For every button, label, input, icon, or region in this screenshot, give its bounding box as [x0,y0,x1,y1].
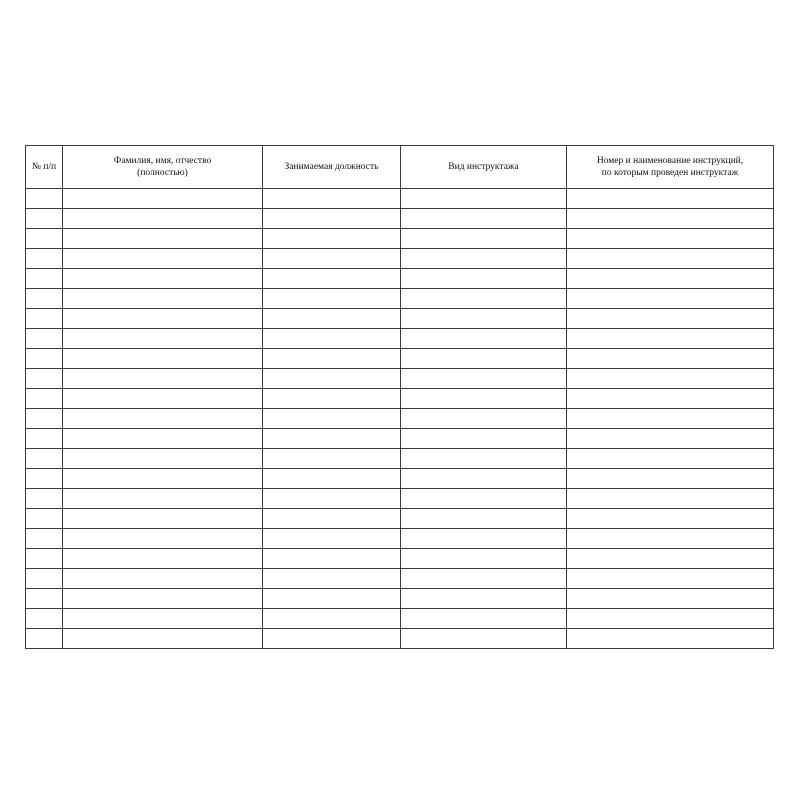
table-row [26,449,774,469]
cell-instructions [567,509,774,529]
cell-number [26,309,63,329]
cell-number [26,529,63,549]
cell-number [26,209,63,229]
cell-instructions [567,569,774,589]
cell-number [26,229,63,249]
table-row [26,229,774,249]
cell-instructions [567,629,774,649]
column-header-briefing-type: Вид инструктажа [401,146,567,189]
table-row [26,429,774,449]
cell-number [26,449,63,469]
cell-briefing-type [401,209,567,229]
cell-briefing-type [401,309,567,329]
cell-full-name [63,509,263,529]
table-row [26,369,774,389]
cell-full-name [63,469,263,489]
cell-instructions [567,589,774,609]
cell-instructions [567,349,774,369]
cell-number [26,549,63,569]
cell-position [263,209,401,229]
table-row [26,489,774,509]
table-row [26,609,774,629]
cell-full-name [63,229,263,249]
cell-briefing-type [401,449,567,469]
cell-briefing-type [401,409,567,429]
cell-number [26,509,63,529]
cell-position [263,229,401,249]
cell-full-name [63,529,263,549]
table-row [26,189,774,209]
cell-instructions [567,309,774,329]
table-row [26,509,774,529]
cell-number [26,329,63,349]
cell-position [263,549,401,569]
cell-position [263,409,401,429]
cell-instructions [567,469,774,489]
cell-full-name [63,429,263,449]
table-row [26,569,774,589]
cell-number [26,569,63,589]
cell-instructions [567,429,774,449]
cell-number [26,189,63,209]
column-header-instructions: Номер и наименование инструкций, по которым проведен инструктаж [567,146,774,189]
cell-full-name [63,389,263,409]
cell-number [26,249,63,269]
cell-number [26,349,63,369]
cell-number [26,469,63,489]
cell-full-name [63,269,263,289]
table-header-row [26,146,774,189]
cell-position [263,509,401,529]
cell-position [263,469,401,489]
cell-full-name [63,629,263,649]
cell-number [26,369,63,389]
cell-full-name [63,369,263,389]
table-row [26,329,774,349]
cell-number [26,429,63,449]
cell-instructions [567,389,774,409]
table-row [26,269,774,289]
cell-briefing-type [401,609,567,629]
cell-full-name [63,289,263,309]
column-header-number: № п/п [26,146,63,189]
cell-full-name [63,329,263,349]
cell-briefing-type [401,629,567,649]
cell-full-name [63,349,263,369]
table-row [26,209,774,229]
cell-position [263,629,401,649]
column-header-position: Занимаемая должность [263,146,401,189]
cell-briefing-type [401,229,567,249]
cell-position [263,289,401,309]
cell-full-name [63,189,263,209]
cell-position [263,269,401,289]
cell-instructions [567,269,774,289]
cell-instructions [567,329,774,349]
table-row [26,289,774,309]
cell-number [26,269,63,289]
cell-position [263,589,401,609]
cell-instructions [567,549,774,569]
table-row [26,249,774,269]
cell-briefing-type [401,589,567,609]
cell-briefing-type [401,569,567,589]
table-row [26,549,774,569]
cell-position [263,189,401,209]
cell-position [263,569,401,589]
cell-instructions [567,289,774,309]
cell-number [26,409,63,429]
cell-position [263,249,401,269]
cell-full-name [63,609,263,629]
cell-briefing-type [401,189,567,209]
cell-full-name [63,209,263,229]
table-row [26,469,774,489]
cell-position [263,329,401,349]
table-row [26,309,774,329]
cell-position [263,309,401,329]
cell-briefing-type [401,429,567,449]
cell-position [263,369,401,389]
cell-position [263,349,401,369]
cell-full-name [63,249,263,269]
cell-number [26,489,63,509]
table-row [26,589,774,609]
cell-instructions [567,189,774,209]
cell-instructions [567,449,774,469]
cell-briefing-type [401,469,567,489]
cell-number [26,589,63,609]
cell-instructions [567,609,774,629]
cell-full-name [63,309,263,329]
cell-full-name [63,449,263,469]
cell-number [26,609,63,629]
cell-briefing-type [401,549,567,569]
cell-position [263,449,401,469]
cell-position [263,609,401,629]
cell-briefing-type [401,389,567,409]
table-row [26,389,774,409]
cell-briefing-type [401,269,567,289]
cell-position [263,489,401,509]
table-row [26,349,774,369]
cell-instructions [567,529,774,549]
table-row [26,629,774,649]
cell-position [263,389,401,409]
cell-instructions [567,249,774,269]
cell-briefing-type [401,329,567,349]
cell-instructions [567,369,774,389]
cell-briefing-type [401,509,567,529]
cell-briefing-type [401,349,567,369]
cell-instructions [567,489,774,509]
cell-full-name [63,549,263,569]
briefing-journal-table [25,145,774,649]
cell-briefing-type [401,529,567,549]
cell-number [26,389,63,409]
cell-number [26,629,63,649]
table-row [26,529,774,549]
cell-instructions [567,229,774,249]
cell-full-name [63,409,263,429]
cell-full-name [63,589,263,609]
table-row [26,409,774,429]
cell-instructions [567,409,774,429]
column-header-full-name: Фамилия, имя, отчество (полностью) [63,146,263,189]
cell-instructions [567,209,774,229]
cell-full-name [63,489,263,509]
cell-briefing-type [401,369,567,389]
cell-briefing-type [401,289,567,309]
cell-briefing-type [401,249,567,269]
cell-position [263,529,401,549]
cell-briefing-type [401,489,567,509]
cell-number [26,289,63,309]
cell-full-name [63,569,263,589]
cell-position [263,429,401,449]
table-body [26,189,774,649]
